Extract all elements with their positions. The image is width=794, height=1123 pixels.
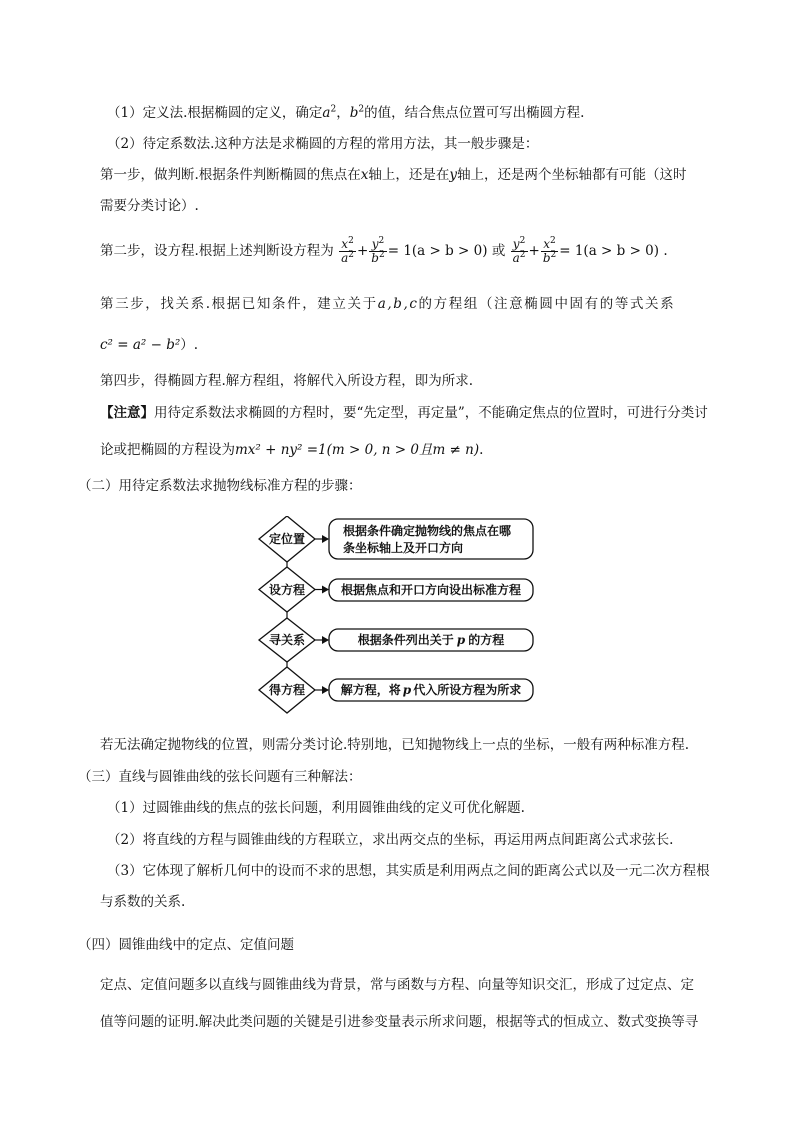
chord-method-3-line2: 与系数的关系. (100, 894, 186, 910)
diamond-locate (259, 516, 315, 562)
step-three-line1: 第三步，找关系.根据已知条件，建立关于a,b,c的方程组（注意椭圆中固有的等式关系 (100, 296, 676, 312)
diamond-find-relation (259, 618, 315, 662)
parabola-flowchart (257, 516, 537, 716)
svg-text:条坐标轴上及开口方向: 条坐标轴上及开口方向 (343, 541, 464, 555)
parabola-heading: （二）用待定系数法求抛物线标准方程的步骤： (78, 478, 362, 494)
box-locate (329, 519, 533, 559)
step-one-line1: 第一步，做判断.根据条件判断椭圆的焦点在x轴上，还是在y轴上，还是两个坐标轴都有可能（这时 (100, 167, 687, 183)
method-definition: （1）定义法.根据椭圆的定义，确定$a^2$，$b^2$的值，结合焦点位置可写出椭圆方程. (107, 104, 585, 121)
box-find-relation (329, 629, 533, 651)
note-line2: 论或把椭圆的方程设为mx² + ny² =1(m > 0, n > 0且m ≠ n). (100, 442, 484, 458)
fixed-point-heading: （四）圆锥曲线中的定点、定值问题 (78, 937, 294, 953)
svg-text:解方程，将p代入所设方程为所求: 解方程，将 p 代入所设方程为所求 (340, 683, 522, 697)
chord-method-2: （2）将直线的方程与圆锥曲线的方程联立，求出两交点的坐标，再运用两点间距离公式求弦长. (107, 832, 674, 848)
chord-method-3-line1: （3）它体现了解析几何中的设而不求的思想，其实质是利用两点之间的距离公式以及一元二次方程根 (107, 863, 710, 879)
chord-method-1: （1）过圆锥曲线的焦点的弦长问题，利用圆锥曲线的定义可优化解题. (107, 800, 525, 816)
step-one-line2: 需要分类讨论）. (100, 198, 199, 214)
ellipse-equation-x-axis: $\frac{x^2}{a^2}$ + $\frac{y^2}{b^2}$ = 1(a > b > 0) (341, 236, 488, 265)
svg-text:根据条件列出关于p的方程: 根据条件列出关于 p 的方程 (357, 633, 505, 647)
svg-text:得方程: 得方程 (268, 683, 306, 697)
svg-text:根据焦点和开口方向设出标准方程: 根据焦点和开口方向设出标准方程 (340, 583, 522, 597)
diamond-set-equation (259, 567, 315, 612)
diamond-get-equation (259, 667, 315, 713)
step-two: 第二步，设方程.根据上述判断设方程为 $\frac{x^2}{a^2}$ + $\frac{y^2}{b^2}$ = 1(a > b > 0) 或 $\frac{y^2}{a^2}$ + $\frac{x^2}{b^2}$ = 1(a > b > 0) . (100, 236, 668, 265)
ellipse-equation-y-axis: $\frac{y^2}{a^2}$ + $\frac{x^2}{b^2}$ = 1(a > b > 0) (512, 236, 660, 265)
fixed-point-paragraph-line2: 值等问题的证明.解决此类问题的关键是引进参变量表示所求问题，根据等式的恒成立、数式变换等寻 (100, 1014, 699, 1030)
chord-heading: （三）直线与圆锥曲线的弦长问题有三种解法： (78, 769, 362, 785)
method-undetermined-coefficients: （2）待定系数法.这种方法是求椭圆的方程的常用方法，其一般步骤是： (107, 136, 539, 152)
step-three-line2: c² = a² − b²）. (100, 337, 199, 353)
svg-text:根据条件确定抛物线的焦点在哪: 根据条件确定抛物线的焦点在哪 (343, 524, 512, 538)
svg-text:定位置: 定位置 (268, 532, 306, 546)
note-line1: 【注意】用待定系数法求椭圆的方程时，要“先定型，再定量”，不能确定焦点的位置时，可进行分类讨 (100, 405, 708, 421)
fixed-point-paragraph-line1: 定点、定值问题多以直线与圆锥曲线为背景，常与函数与方程、向量等知识交汇，形成了过定点、定 (100, 977, 694, 993)
box-set-equation (329, 579, 533, 601)
box-get-equation (329, 679, 533, 701)
step-four: 第四步，得椭圆方程.解方程组，将解代入所设方程，即为所求. (100, 373, 474, 389)
parabola-note: 若无法确定抛物线的位置，则需分类讨论.特别地，已知抛物线上一点的坐标，一般有两种标准方程. (100, 737, 690, 753)
svg-text:设方程: 设方程 (268, 583, 306, 597)
svg-text:寻关系: 寻关系 (268, 633, 306, 647)
